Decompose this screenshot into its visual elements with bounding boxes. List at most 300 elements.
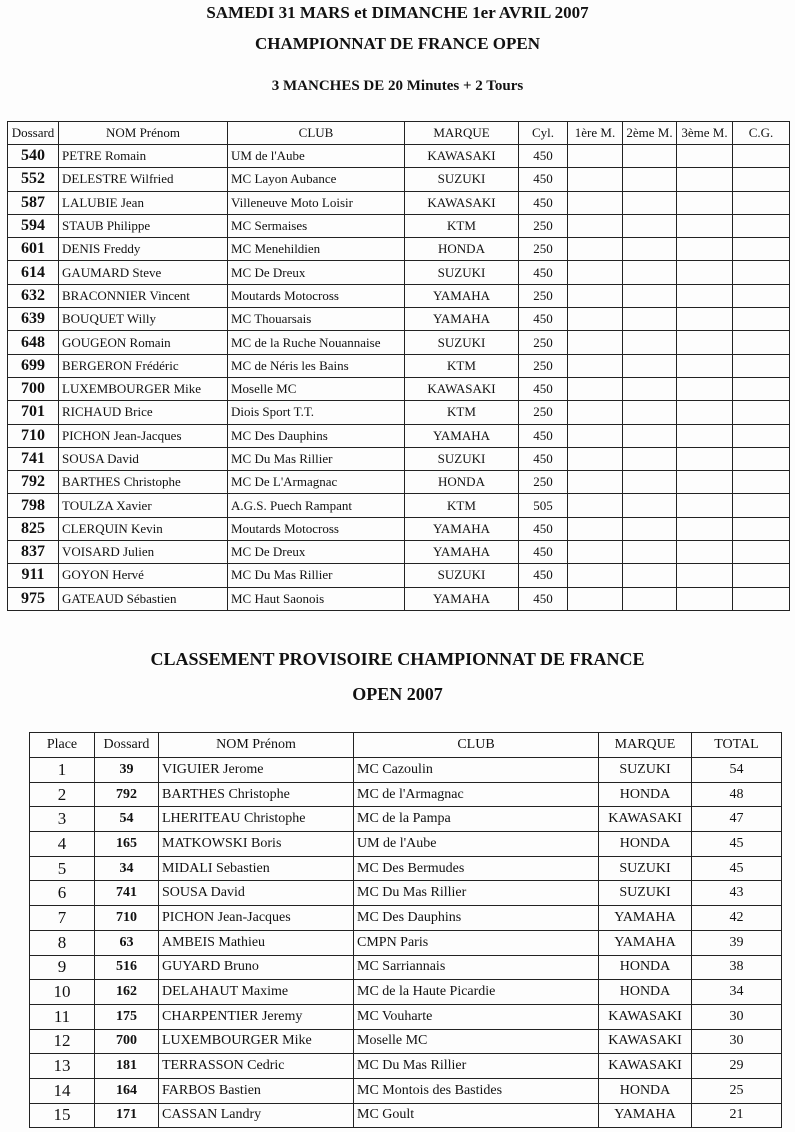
race-3-cell bbox=[677, 261, 733, 284]
rider-name-cell: CASSAN Landry bbox=[159, 1103, 354, 1128]
overall-cell bbox=[733, 191, 790, 214]
place-cell: 1 bbox=[30, 758, 95, 783]
club-cell: MC Cazoulin bbox=[354, 758, 599, 783]
club-cell: MC Du Mas Rillier bbox=[354, 1054, 599, 1079]
table-row bbox=[8, 494, 790, 517]
rider-name-cell: BOUQUET Willy bbox=[59, 308, 228, 331]
club-cell: UM de l'Aube bbox=[228, 145, 405, 168]
race-1-cell bbox=[568, 261, 623, 284]
table-row bbox=[8, 564, 790, 587]
race-2-cell bbox=[623, 284, 677, 307]
overall-cell bbox=[733, 494, 790, 517]
club-cell: MC de la Ruche Nouannaise bbox=[228, 331, 405, 354]
rider-name-cell: GOYON Hervé bbox=[59, 564, 228, 587]
rider-name-cell: STAUB Philippe bbox=[59, 214, 228, 237]
dossard-cell: 648 bbox=[8, 331, 59, 354]
table-row bbox=[8, 424, 790, 447]
marque-cell: HONDA bbox=[599, 1078, 692, 1103]
race-2-cell bbox=[623, 471, 677, 494]
table-row bbox=[30, 1103, 782, 1128]
race-2-cell bbox=[623, 261, 677, 284]
race-1-cell bbox=[568, 587, 623, 610]
marque-cell: YAMAHA bbox=[405, 517, 519, 540]
race-2-cell bbox=[623, 331, 677, 354]
rider-name-cell: MIDALI Sebastien bbox=[159, 856, 354, 881]
overall-cell bbox=[733, 214, 790, 237]
club-cell: MC Thouarsais bbox=[228, 308, 405, 331]
place-cell: 9 bbox=[30, 955, 95, 980]
total-cell: 45 bbox=[692, 856, 782, 881]
rider-name-cell: GAUMARD Steve bbox=[59, 261, 228, 284]
dossard-cell: 601 bbox=[8, 238, 59, 261]
club-cell: Moutards Motocross bbox=[228, 284, 405, 307]
cyl-cell: 450 bbox=[519, 261, 568, 284]
rider-name-cell: CLERQUIN Kevin bbox=[59, 517, 228, 540]
club-cell: MC de la Pampa bbox=[354, 807, 599, 832]
table-row bbox=[8, 331, 790, 354]
race-1-cell bbox=[568, 564, 623, 587]
club-cell: Moselle MC bbox=[228, 377, 405, 400]
race-2-cell bbox=[623, 354, 677, 377]
club-cell: MC De Dreux bbox=[228, 261, 405, 284]
total-cell: 30 bbox=[692, 1004, 782, 1029]
race-2-cell bbox=[623, 494, 677, 517]
place-cell: 12 bbox=[30, 1029, 95, 1054]
marque-cell: YAMAHA bbox=[599, 1103, 692, 1128]
dossard-cell: 639 bbox=[8, 308, 59, 331]
rider-name-cell: LUXEMBOURGER Mike bbox=[159, 1029, 354, 1054]
table-row bbox=[30, 930, 782, 955]
dossard-cell: 175 bbox=[95, 1004, 159, 1029]
cyl-cell: 250 bbox=[519, 331, 568, 354]
table-row bbox=[8, 517, 790, 540]
table-row bbox=[8, 308, 790, 331]
overall-cell bbox=[733, 564, 790, 587]
race-format: 3 MANCHES DE 20 Minutes + 2 Tours bbox=[271, 78, 524, 94]
col-total: TOTAL bbox=[692, 733, 782, 758]
race-1-cell bbox=[568, 238, 623, 261]
col-cyl: Cyl. bbox=[519, 122, 568, 145]
marque-cell: SUZUKI bbox=[599, 758, 692, 783]
race-3-cell bbox=[677, 238, 733, 261]
place-cell: 14 bbox=[30, 1078, 95, 1103]
marque-cell: KTM bbox=[405, 494, 519, 517]
overall-cell bbox=[733, 261, 790, 284]
place-cell: 7 bbox=[30, 906, 95, 931]
dossard-cell: 614 bbox=[8, 261, 59, 284]
marque-cell: HONDA bbox=[599, 782, 692, 807]
overall-cell bbox=[733, 377, 790, 400]
table-row bbox=[30, 955, 782, 980]
marque-cell: YAMAHA bbox=[405, 541, 519, 564]
table-row bbox=[8, 145, 790, 168]
rider-name-cell: FARBOS Bastien bbox=[159, 1078, 354, 1103]
col-marque: MARQUE bbox=[599, 733, 692, 758]
championship-title: CHAMPIONNAT DE FRANCE OPEN bbox=[254, 34, 541, 53]
table-row bbox=[8, 587, 790, 610]
marque-cell: KAWASAKI bbox=[599, 807, 692, 832]
club-cell: MC Menehildien bbox=[228, 238, 405, 261]
marque-cell: SUZUKI bbox=[599, 881, 692, 906]
race-1-cell bbox=[568, 541, 623, 564]
dossard-cell: 164 bbox=[95, 1078, 159, 1103]
rider-name-cell: BARTHES Christophe bbox=[59, 471, 228, 494]
club-cell: UM de l'Aube bbox=[354, 832, 599, 857]
race-1-cell bbox=[568, 168, 623, 191]
marque-cell: YAMAHA bbox=[405, 308, 519, 331]
overall-cell bbox=[733, 401, 790, 424]
race-1-cell bbox=[568, 331, 623, 354]
dossard-cell: 741 bbox=[95, 881, 159, 906]
marque-cell: YAMAHA bbox=[405, 284, 519, 307]
rider-name-cell: GUYARD Bruno bbox=[159, 955, 354, 980]
table-row bbox=[30, 1078, 782, 1103]
club-cell: MC Sermaises bbox=[228, 214, 405, 237]
col-marque: MARQUE bbox=[405, 122, 519, 145]
rider-name-cell: BERGERON Frédéric bbox=[59, 354, 228, 377]
rider-name-cell: BRACONNIER Vincent bbox=[59, 284, 228, 307]
standings-subtitle: OPEN 2007 bbox=[352, 684, 443, 704]
race-3-cell bbox=[677, 284, 733, 307]
marque-cell: KTM bbox=[405, 401, 519, 424]
table-row bbox=[30, 1029, 782, 1054]
table-row bbox=[8, 168, 790, 191]
table-row bbox=[8, 354, 790, 377]
dossard-cell: 837 bbox=[8, 541, 59, 564]
col-race-1: 1ère M. bbox=[568, 122, 623, 145]
rider-name-cell: LUXEMBOURGER Mike bbox=[59, 377, 228, 400]
marque-cell: SUZUKI bbox=[599, 856, 692, 881]
cyl-cell: 250 bbox=[519, 471, 568, 494]
marque-cell: SUZUKI bbox=[405, 168, 519, 191]
table-row bbox=[30, 856, 782, 881]
dossard-cell: 911 bbox=[8, 564, 59, 587]
overall-cell bbox=[733, 541, 790, 564]
dossard-cell: 710 bbox=[95, 906, 159, 931]
place-cell: 3 bbox=[30, 807, 95, 832]
race-3-cell bbox=[677, 587, 733, 610]
race-1-cell bbox=[568, 377, 623, 400]
dossard-cell: 700 bbox=[8, 377, 59, 400]
col-overall: C.G. bbox=[733, 122, 790, 145]
race-2-cell bbox=[623, 377, 677, 400]
col-race-3: 3ème M. bbox=[677, 122, 733, 145]
total-cell: 30 bbox=[692, 1029, 782, 1054]
race-2-cell bbox=[623, 308, 677, 331]
table-row bbox=[30, 881, 782, 906]
entry-list-table bbox=[7, 121, 790, 611]
marque-cell: KTM bbox=[405, 354, 519, 377]
dossard-cell: 741 bbox=[8, 447, 59, 470]
rider-name-cell: DELESTRE Wilfried bbox=[59, 168, 228, 191]
table-row bbox=[8, 214, 790, 237]
club-cell: Villeneuve Moto Loisir bbox=[228, 191, 405, 214]
race-3-cell bbox=[677, 214, 733, 237]
rider-name-cell: DENIS Freddy bbox=[59, 238, 228, 261]
dossard-cell: 63 bbox=[95, 930, 159, 955]
race-1-cell bbox=[568, 354, 623, 377]
marque-cell: YAMAHA bbox=[405, 587, 519, 610]
rider-name-cell: PICHON Jean-Jacques bbox=[59, 424, 228, 447]
race-1-cell bbox=[568, 191, 623, 214]
marque-cell: SUZUKI bbox=[405, 447, 519, 470]
place-cell: 6 bbox=[30, 881, 95, 906]
total-cell: 39 bbox=[692, 930, 782, 955]
club-cell: A.G.S. Puech Rampant bbox=[228, 494, 405, 517]
table-row bbox=[8, 447, 790, 470]
club-cell: MC Des Dauphins bbox=[354, 906, 599, 931]
race-2-cell bbox=[623, 587, 677, 610]
marque-cell: YAMAHA bbox=[599, 930, 692, 955]
total-cell: 45 bbox=[692, 832, 782, 857]
cyl-cell: 450 bbox=[519, 541, 568, 564]
cyl-cell: 450 bbox=[519, 424, 568, 447]
cyl-cell: 250 bbox=[519, 401, 568, 424]
race-3-cell bbox=[677, 564, 733, 587]
club-cell: Moselle MC bbox=[354, 1029, 599, 1054]
total-cell: 21 bbox=[692, 1103, 782, 1128]
table-row bbox=[30, 832, 782, 857]
marque-cell: KAWASAKI bbox=[599, 1004, 692, 1029]
club-cell: MC Des Bermudes bbox=[354, 856, 599, 881]
club-cell: MC Goult bbox=[354, 1103, 599, 1128]
race-2-cell bbox=[623, 168, 677, 191]
table-row bbox=[8, 238, 790, 261]
place-cell: 4 bbox=[30, 832, 95, 857]
rider-name-cell: BARTHES Christophe bbox=[159, 782, 354, 807]
col-club: CLUB bbox=[228, 122, 405, 145]
rider-name-cell: VOISARD Julien bbox=[59, 541, 228, 564]
race-2-cell bbox=[623, 145, 677, 168]
club-cell: MC Des Dauphins bbox=[228, 424, 405, 447]
overall-cell bbox=[733, 331, 790, 354]
col-name: NOM Prénom bbox=[59, 122, 228, 145]
col-club: CLUB bbox=[354, 733, 599, 758]
standings-title: CLASSEMENT PROVISOIRE CHAMPIONNAT DE FRANCE bbox=[150, 649, 645, 669]
entry-header-row bbox=[8, 122, 790, 145]
table-row bbox=[30, 782, 782, 807]
col-race-2: 2ème M. bbox=[623, 122, 677, 145]
race-1-cell bbox=[568, 424, 623, 447]
race-3-cell bbox=[677, 331, 733, 354]
race-3-cell bbox=[677, 308, 733, 331]
col-dossard: Dossard bbox=[95, 733, 159, 758]
marque-cell: KAWASAKI bbox=[405, 191, 519, 214]
overall-cell bbox=[733, 447, 790, 470]
club-cell: MC de l'Armagnac bbox=[354, 782, 599, 807]
race-1-cell bbox=[568, 308, 623, 331]
rider-name-cell: RICHAUD Brice bbox=[59, 401, 228, 424]
col-dossard: Dossard bbox=[8, 122, 59, 145]
cyl-cell: 450 bbox=[519, 587, 568, 610]
cyl-cell: 250 bbox=[519, 284, 568, 307]
rider-name-cell: LALUBIE Jean bbox=[59, 191, 228, 214]
table-row bbox=[8, 401, 790, 424]
race-1-cell bbox=[568, 145, 623, 168]
marque-cell: KTM bbox=[405, 214, 519, 237]
marque-cell: HONDA bbox=[599, 980, 692, 1005]
cyl-cell: 250 bbox=[519, 238, 568, 261]
place-cell: 13 bbox=[30, 1054, 95, 1079]
marque-cell: HONDA bbox=[405, 238, 519, 261]
club-cell: MC Du Mas Rillier bbox=[228, 564, 405, 587]
race-1-cell bbox=[568, 447, 623, 470]
club-cell: MC de la Haute Picardie bbox=[354, 980, 599, 1005]
total-cell: 48 bbox=[692, 782, 782, 807]
dossard-cell: 165 bbox=[95, 832, 159, 857]
cyl-cell: 450 bbox=[519, 447, 568, 470]
race-3-cell bbox=[677, 377, 733, 400]
table-row bbox=[8, 471, 790, 494]
rider-name-cell: SOUSA David bbox=[59, 447, 228, 470]
dossard-cell: 798 bbox=[8, 494, 59, 517]
race-1-cell bbox=[568, 471, 623, 494]
event-dates: SAMEDI 31 MARS et DIMANCHE 1er AVRIL 2007 bbox=[206, 3, 589, 22]
total-cell: 54 bbox=[692, 758, 782, 783]
place-cell: 10 bbox=[30, 980, 95, 1005]
club-cell: MC De L'Armagnac bbox=[228, 471, 405, 494]
cyl-cell: 450 bbox=[519, 377, 568, 400]
col-name: NOM Prénom bbox=[159, 733, 354, 758]
total-cell: 29 bbox=[692, 1054, 782, 1079]
table-row bbox=[30, 980, 782, 1005]
marque-cell: SUZUKI bbox=[405, 261, 519, 284]
race-3-cell bbox=[677, 424, 733, 447]
overall-cell bbox=[733, 168, 790, 191]
race-2-cell bbox=[623, 214, 677, 237]
club-cell: MC Layon Aubance bbox=[228, 168, 405, 191]
race-3-cell bbox=[677, 471, 733, 494]
race-2-cell bbox=[623, 517, 677, 540]
club-cell: MC De Dreux bbox=[228, 541, 405, 564]
dossard-cell: 54 bbox=[95, 807, 159, 832]
race-2-cell bbox=[623, 401, 677, 424]
dossard-cell: 162 bbox=[95, 980, 159, 1005]
marque-cell: HONDA bbox=[599, 955, 692, 980]
overall-cell bbox=[733, 354, 790, 377]
dossard-cell: 39 bbox=[95, 758, 159, 783]
table-row bbox=[30, 758, 782, 783]
total-cell: 34 bbox=[692, 980, 782, 1005]
table-row bbox=[8, 284, 790, 307]
overall-cell bbox=[733, 284, 790, 307]
total-cell: 47 bbox=[692, 807, 782, 832]
dossard-cell: 540 bbox=[8, 145, 59, 168]
cyl-cell: 450 bbox=[519, 564, 568, 587]
race-3-cell bbox=[677, 494, 733, 517]
cyl-cell: 505 bbox=[519, 494, 568, 517]
total-cell: 43 bbox=[692, 881, 782, 906]
marque-cell: YAMAHA bbox=[405, 424, 519, 447]
table-row bbox=[30, 906, 782, 931]
cyl-cell: 450 bbox=[519, 517, 568, 540]
marque-cell: YAMAHA bbox=[599, 906, 692, 931]
race-1-cell bbox=[568, 214, 623, 237]
marque-cell: KAWASAKI bbox=[405, 145, 519, 168]
race-2-cell bbox=[623, 541, 677, 564]
standings-table bbox=[29, 732, 782, 1128]
club-cell: Diois Sport T.T. bbox=[228, 401, 405, 424]
race-2-cell bbox=[623, 238, 677, 261]
cyl-cell: 250 bbox=[519, 354, 568, 377]
place-cell: 5 bbox=[30, 856, 95, 881]
race-2-cell bbox=[623, 424, 677, 447]
race-1-cell bbox=[568, 284, 623, 307]
dossard-cell: 825 bbox=[8, 517, 59, 540]
rider-name-cell: TOULZA Xavier bbox=[59, 494, 228, 517]
dossard-cell: 975 bbox=[8, 587, 59, 610]
cyl-cell: 450 bbox=[519, 145, 568, 168]
total-cell: 25 bbox=[692, 1078, 782, 1103]
dossard-cell: 632 bbox=[8, 284, 59, 307]
cyl-cell: 450 bbox=[519, 308, 568, 331]
rider-name-cell: SOUSA David bbox=[159, 881, 354, 906]
overall-cell bbox=[733, 471, 790, 494]
place-cell: 15 bbox=[30, 1103, 95, 1128]
race-1-cell bbox=[568, 494, 623, 517]
cyl-cell: 450 bbox=[519, 191, 568, 214]
club-cell: Moutards Motocross bbox=[228, 517, 405, 540]
table-row bbox=[30, 807, 782, 832]
cyl-cell: 450 bbox=[519, 168, 568, 191]
dossard-cell: 710 bbox=[8, 424, 59, 447]
rider-name-cell: PETRE Romain bbox=[59, 145, 228, 168]
dossard-cell: 587 bbox=[8, 191, 59, 214]
table-row bbox=[8, 261, 790, 284]
overall-cell bbox=[733, 238, 790, 261]
dossard-cell: 171 bbox=[95, 1103, 159, 1128]
total-cell: 42 bbox=[692, 906, 782, 931]
race-3-cell bbox=[677, 447, 733, 470]
club-cell: CMPN Paris bbox=[354, 930, 599, 955]
rider-name-cell: GOUGEON Romain bbox=[59, 331, 228, 354]
overall-cell bbox=[733, 517, 790, 540]
race-2-cell bbox=[623, 564, 677, 587]
rider-name-cell: AMBEIS Mathieu bbox=[159, 930, 354, 955]
club-cell: MC Montois des Bastides bbox=[354, 1078, 599, 1103]
table-row bbox=[8, 191, 790, 214]
marque-cell: KAWASAKI bbox=[405, 377, 519, 400]
table-row bbox=[30, 1054, 782, 1079]
dossard-cell: 181 bbox=[95, 1054, 159, 1079]
table-row bbox=[8, 377, 790, 400]
marque-cell: SUZUKI bbox=[405, 564, 519, 587]
dossard-cell: 516 bbox=[95, 955, 159, 980]
total-cell: 38 bbox=[692, 955, 782, 980]
race-3-cell bbox=[677, 401, 733, 424]
club-cell: MC Vouharte bbox=[354, 1004, 599, 1029]
club-cell: MC de Néris les Bains bbox=[228, 354, 405, 377]
col-place: Place bbox=[30, 733, 95, 758]
rider-name-cell: DELAHAUT Maxime bbox=[159, 980, 354, 1005]
rider-name-cell: GATEAUD Sébastien bbox=[59, 587, 228, 610]
marque-cell: KAWASAKI bbox=[599, 1029, 692, 1054]
race-3-cell bbox=[677, 354, 733, 377]
rider-name-cell: MATKOWSKI Boris bbox=[159, 832, 354, 857]
marque-cell: SUZUKI bbox=[405, 331, 519, 354]
rider-name-cell: CHARPENTIER Jeremy bbox=[159, 1004, 354, 1029]
place-cell: 2 bbox=[30, 782, 95, 807]
dossard-cell: 34 bbox=[95, 856, 159, 881]
marque-cell: HONDA bbox=[599, 832, 692, 857]
club-cell: MC Du Mas Rillier bbox=[354, 881, 599, 906]
race-3-cell bbox=[677, 517, 733, 540]
rider-name-cell: PICHON Jean-Jacques bbox=[159, 906, 354, 931]
club-cell: MC Haut Saonois bbox=[228, 587, 405, 610]
club-cell: MC Du Mas Rillier bbox=[228, 447, 405, 470]
marque-cell: KAWASAKI bbox=[599, 1054, 692, 1079]
club-cell: MC Sarriannais bbox=[354, 955, 599, 980]
